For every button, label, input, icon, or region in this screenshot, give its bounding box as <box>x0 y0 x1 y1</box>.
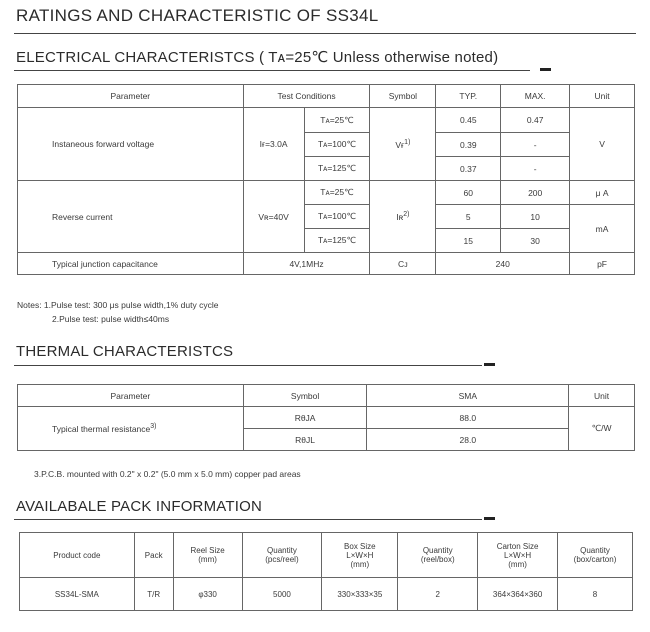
header-cell: Box Size L×W×H (mm) <box>322 533 398 578</box>
header-cell: Reel Size (mm) <box>173 533 242 578</box>
typ-cell: 60 <box>436 181 501 205</box>
thermal-note: 3.P.C.B. mounted with 0.2" x 0.2" (5.0 mm x 5.0 mm) copper pad areas <box>34 469 301 479</box>
max-cell: - <box>501 133 570 157</box>
section-marker <box>484 363 495 366</box>
carton-size-cell: 364×364×360 <box>478 578 558 611</box>
temp-cell: Tᴀ=125℃ <box>304 157 370 181</box>
temp-cell: Tᴀ=100℃ <box>304 205 370 229</box>
header-cell: Unit <box>569 385 635 407</box>
symbol-cell: RθJL <box>243 429 367 451</box>
page-title: RATINGS AND CHARACTERISTIC OF SS34L <box>16 6 379 25</box>
pack-heading: AVAILABALE PACK INFORMATION <box>16 498 263 515</box>
unit-cell: ℃/W <box>569 407 635 451</box>
typ-cell: 15 <box>436 229 501 253</box>
header-cell: MAX. <box>501 85 570 108</box>
pack-rule <box>14 519 482 520</box>
table-header-row <box>18 85 635 108</box>
table-row <box>20 578 633 611</box>
box-size-cell: 330×333×35 <box>322 578 398 611</box>
condition-cell: 4V,1MHz <box>243 253 370 275</box>
electrical-heading: ELECTRICAL CHARACTERISTCS ( Tᴀ=25℃ Unless otherwise noted) <box>16 49 499 66</box>
unit-cell: V <box>570 108 635 181</box>
param-cell: Typical thermal resistance$^{3)}$ <box>18 407 244 451</box>
param-cell: Typical junction capacitance <box>18 253 244 275</box>
max-cell: 0.47 <box>501 108 570 133</box>
header-cell: Quantity (reel/box) <box>398 533 478 578</box>
header-cell: Quantity (pcs/reel) <box>242 533 322 578</box>
header-cell: Carton Size L×W×H (mm) <box>478 533 558 578</box>
value-cell: 88.0 <box>367 407 569 429</box>
thermal-table <box>17 384 635 451</box>
symbol-cell: RθJA <box>243 407 367 429</box>
quantity-box-cell: 2 <box>398 578 478 611</box>
pack-cell: T/R <box>134 578 173 611</box>
table-header-row <box>18 385 635 407</box>
temp-cell: Tᴀ=25℃ <box>304 181 370 205</box>
section-marker <box>484 517 495 520</box>
unit-cell: μ A <box>570 181 635 205</box>
header-cell: Unit <box>570 85 635 108</box>
header-cell: Pack <box>134 533 173 578</box>
temp-cell: Tᴀ=25℃ <box>304 108 370 133</box>
pack-table <box>19 532 633 611</box>
table-row <box>18 407 635 429</box>
header-cell: Product code <box>20 533 135 578</box>
quantity-carton-cell: 8 <box>558 578 633 611</box>
header-cell: Parameter <box>18 85 244 108</box>
quantity-reel-cell: 5000 <box>242 578 322 611</box>
unit-cell: pF <box>570 253 635 275</box>
header-cell: Symbol <box>370 85 436 108</box>
product-code-cell: SS34L-SMA <box>20 578 135 611</box>
condition-cell: Vʀ=40V <box>243 181 304 253</box>
symbol-cell: Cᴊ <box>370 253 436 275</box>
typ-cell: 5 <box>436 205 501 229</box>
electrical-table <box>17 84 635 275</box>
temp-cell: Tᴀ=100℃ <box>304 133 370 157</box>
param-cell: Reverse current <box>18 181 244 253</box>
thermal-rule <box>14 365 482 366</box>
header-cell: Quantity (box/carton) <box>558 533 633 578</box>
unit-cell: mA <box>570 205 635 253</box>
typ-cell: 0.37 <box>436 157 501 181</box>
note-line-2: 2.Pulse test: pulse width≤40ms <box>52 314 170 324</box>
param-cell: Instaneous forward voltage <box>18 108 244 181</box>
header-cell: TYP. <box>436 85 501 108</box>
thermal-heading: THERMAL CHARACTERISTCS <box>16 343 234 360</box>
max-cell: 30 <box>501 229 570 253</box>
typ-cell: 0.45 <box>436 108 501 133</box>
max-cell: - <box>501 157 570 181</box>
symbol-cell: $Vғ^{1)}$ <box>370 108 436 181</box>
typ-cell: 0.39 <box>436 133 501 157</box>
section-marker <box>540 68 551 71</box>
value-cell: 240 <box>436 253 570 275</box>
electrical-rule <box>14 70 530 71</box>
max-cell: 10 <box>501 205 570 229</box>
table-header-row <box>20 533 633 578</box>
table-row <box>18 253 635 275</box>
max-cell: 200 <box>501 181 570 205</box>
condition-cell: Iғ=3.0A <box>243 108 304 181</box>
table-row <box>18 181 635 205</box>
header-cell: Symbol <box>243 385 367 407</box>
value-cell: 28.0 <box>367 429 569 451</box>
title-rule <box>14 33 636 34</box>
temp-cell: Tᴀ=125℃ <box>304 229 370 253</box>
header-cell: SMA <box>367 385 569 407</box>
header-cell: Test Conditions <box>243 85 370 108</box>
reel-size-cell: φ330 <box>173 578 242 611</box>
table-row <box>18 108 635 133</box>
symbol-cell: Iʀ$^{2)}$ <box>370 181 436 253</box>
note-line-1: Notes: 1.Pulse test: 300 μs pulse width,1% duty cycle <box>17 300 219 310</box>
header-cell: Parameter <box>18 385 244 407</box>
